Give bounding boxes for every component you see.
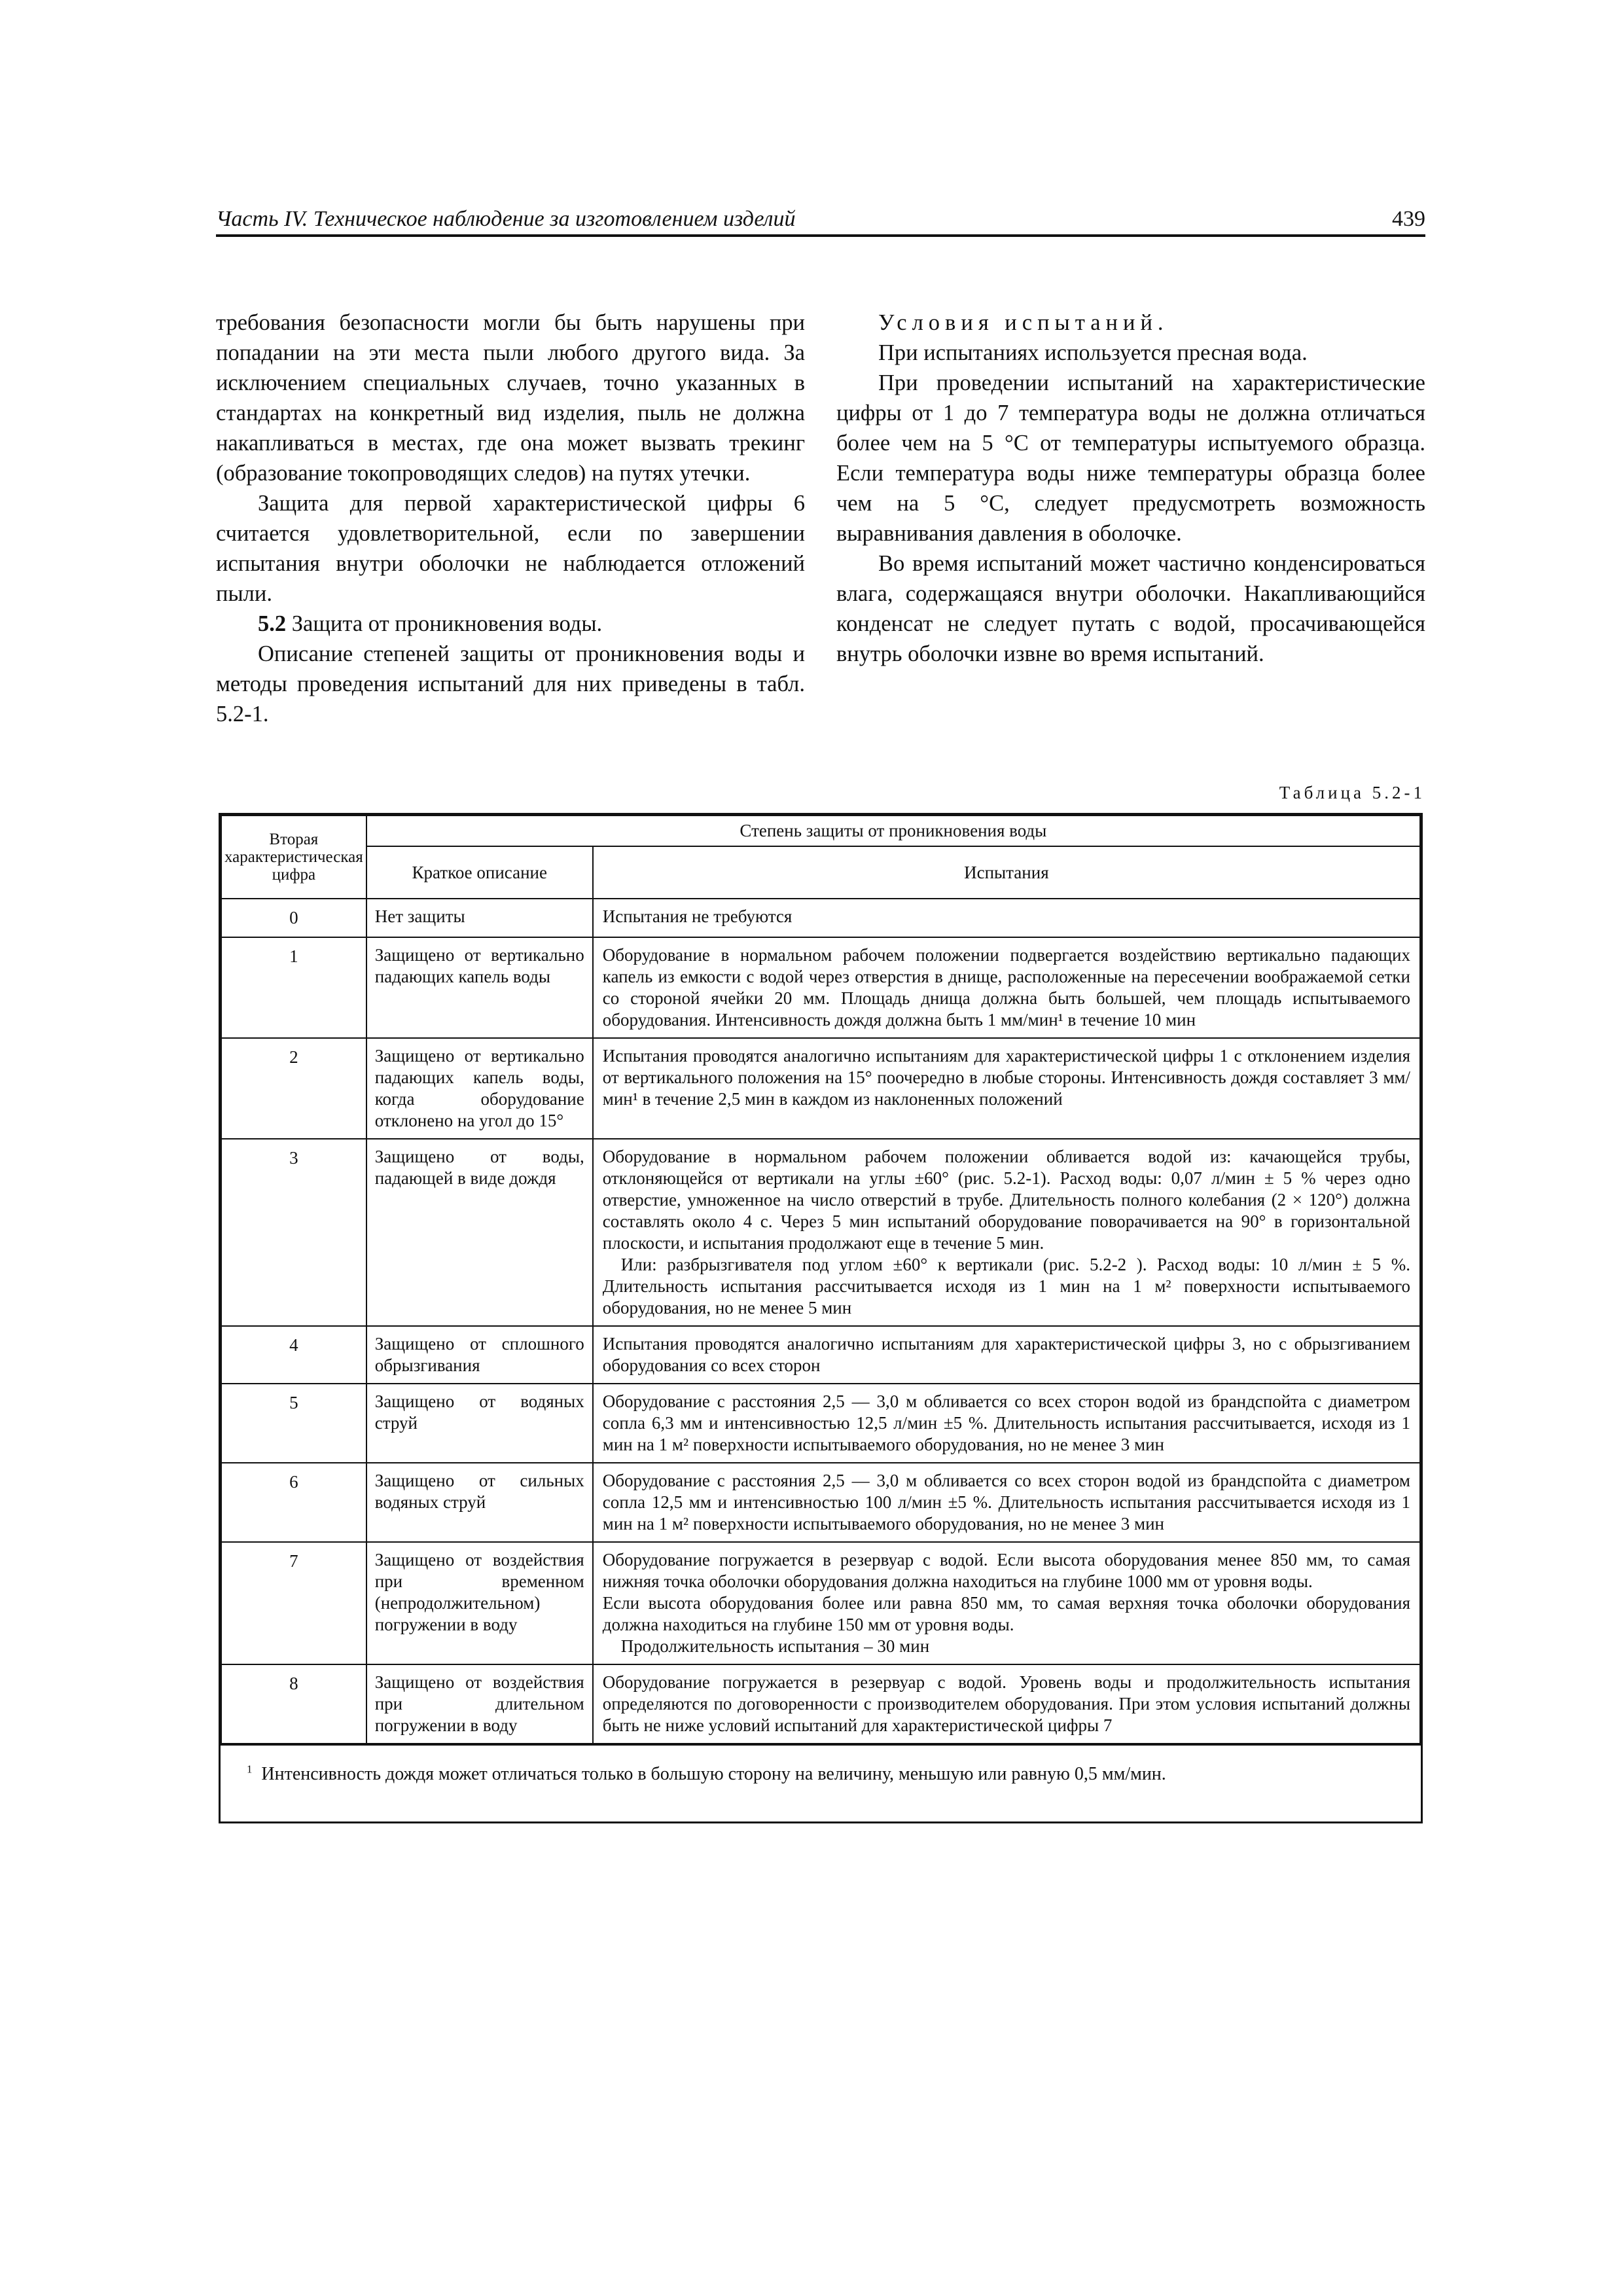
test-cell: Испытания не требуются [593, 899, 1420, 937]
short-cell: Защищено от сильных водяных струй [366, 1463, 593, 1542]
test-text: Оборудование в нормальном рабочем положении обливается водой из: качающейся трубы, отклоняющейся от вертикали на углы ±60° (рис. 5.2-1). Расход воды: 0,07 л/мин ± 5 % через одно отверстие, умноженное на число отверстий в трубе. Длительность полного колебания (2 × 120°) должна составлять около 4 с. Через 5 мин испытаний оборудование поворачивается на 90° в горизонтальной плоскости, и испытания продолжают еще в течение 5 мин. [602, 1147, 1410, 1253]
section-title: Защита от проникновения воды. [286, 611, 603, 636]
table-row [221, 899, 1420, 937]
table-row [221, 1038, 1420, 1139]
short-cell: Защищено от воздействия при длительном погружении в воду [366, 1664, 593, 1744]
table-footnote [221, 1744, 1421, 1821]
paragraph: требования безопасности могли бы быть нарушены при попадании на эти места пыли любого другого вида. За исключением специальных случаев, точно указанных в стандартах на конкретный вид изделия, пыль не должна накапливаться в местах, где она может вызвать трекинг (образование токопроводящих следов) на путях утечки. [216, 310, 805, 486]
test-text: Если высота оборудования более или равна 850 мм, то самая верхняя точка оболочки оборудования должна находиться на глубине 150 мм от уровня воды. [602, 1593, 1410, 1634]
header-group: Степень защиты от проникновения воды [366, 816, 1420, 846]
short-cell: Защищено от вертикально падающих капель воды, когда оборудование отклонено на угол до 15° [366, 1038, 593, 1139]
paragraph: Защита для первой характеристической цифры 6 считается удовлетворительной, если по завершении испытания внутри оболочки не наблюдается отложений пыли. [216, 491, 805, 606]
right-column [836, 308, 1425, 669]
protection-table [219, 813, 1423, 1823]
numeral-cell: 8 [221, 1664, 366, 1744]
table-caption: Таблица 5.2-1 [1279, 783, 1425, 802]
short-cell: Нет защиты [366, 899, 593, 937]
short-cell: Защищено от сплошного обрызгивания [366, 1326, 593, 1384]
test-text: Оборудование погружается в резервуар с водой. Если высота оборудования менее 850 мм, то самая нижняя точка оболочки оборудования должна находиться на глубине 1000 мм от уровня воды. [602, 1550, 1410, 1591]
numeral-cell: 2 [221, 1038, 366, 1139]
paragraph: При испытаниях используется пресная вода. [878, 340, 1308, 365]
table-row [221, 1542, 1420, 1664]
header-short: Краткое описание [366, 846, 593, 899]
table-row [221, 1664, 1420, 1744]
table-row [221, 1463, 1420, 1542]
test-cell: Испытания проводятся аналогично испытаниям для характеристической цифры 3, но с обрызгиванием оборудования со всех сторон [593, 1326, 1420, 1384]
header-tests: Испытания [593, 846, 1420, 899]
short-cell: Защищено от вертикально падающих капель воды [366, 937, 593, 1038]
table-row [221, 1384, 1420, 1463]
numeral-cell: 4 [221, 1326, 366, 1384]
paragraph: Во время испытаний может частично конденсироваться влага, содержащаяся внутри оболочки. Накапливающийся конденсат не следует путать с водой, просачивающейся внутрь оболочки извне во время испытаний. [836, 551, 1425, 666]
short-cell: Защищено от воды, падающей в виде дождя [366, 1139, 593, 1326]
page-number: 439 [1392, 207, 1425, 231]
section-number: 5.2 [258, 611, 287, 636]
numeral-cell: 5 [221, 1384, 366, 1463]
numeral-cell: 3 [221, 1139, 366, 1326]
running-title: Часть IV. Техническое наблюдение за изготовлением изделий [216, 207, 796, 231]
test-cell: Оборудование с расстояния 2,5 — 3,0 м обливается со всех сторон водой из брандспойта с диаметром сопла 6,3 мм и интенсивностью 12,5 л/мин ±5 %. Длительность испытания рассчитывается, исходя из 1 мин на 1 м² поверхности испытываемого оборудования, но не менее 3 мин [593, 1384, 1420, 1463]
numeral-cell: 1 [221, 937, 366, 1038]
test-cell: Испытания проводятся аналогично испытаниям для характеристической цифры 1 с отклонением изделия от вертикального положения на 15° поочередно в любые стороны. Интенсивность дождя составляет 3 мм/мин¹ в течение 2,5 мин в каждом из наклоненных положений [593, 1038, 1420, 1139]
footnote-text: Интенсивность дождя может отличаться только в большую сторону на величину, меньшую или равную 0,5 мм/мин. [261, 1764, 1166, 1784]
header-numeral: Вторая характеристическая цифра [221, 816, 366, 899]
test-text: Или: разбрызгивателя под углом ±60° к вертикали (рис. 5.2-2 ). Расход воды: 10 л/мин ± 5 %. Длительность испытания рассчитывается исходя из 1 мин на 1 м² поверхности испытываемого оборудования, но не менее 5 мин [602, 1255, 1410, 1318]
short-cell: Защищено от воздействия при временном (непродолжительном) погружении в воду [366, 1542, 593, 1664]
test-cell: Оборудование в нормальном рабочем положении подвергается воздействию вертикально падающих капель из емкости с водой через отверстия в днище, расположенные на пересечении воображаемой сетки со стороной ячейки 20 мм. Площадь днища должна быть большей, чем площадь испытываемого оборудования. Интенсивность дождя должна быть 1 мм/мин¹ в течение 10 мин [593, 937, 1420, 1038]
test-cell: Оборудование погружается в резервуар с водой. Уровень воды и продолжительность испытания определяются по договоренности с производителем оборудования. При этом условия испытаний должны быть не ниже условий испытаний для характеристической цифры 7 [593, 1664, 1420, 1744]
numeral-cell: 7 [221, 1542, 366, 1664]
table-row [221, 1326, 1420, 1384]
test-text: Продолжительность испытания – 30 мин [620, 1636, 930, 1656]
test-cell: Оборудование с расстояния 2,5 — 3,0 м обливается со всех сторон водой из брандспойта с диаметром сопла 12,5 мм и интенсивностью 100 л/мин ±5 %. Длительность испытания рассчитывается исходя из 1 мин на 1 м² поверхности испытываемого оборудования, но не менее 3 мин [593, 1463, 1420, 1542]
short-cell: Защищено от водяных струй [366, 1384, 593, 1463]
page-header [216, 202, 1425, 237]
table-row [221, 1139, 1420, 1326]
subheading: Условия испытаний. [878, 310, 1169, 335]
table-row [221, 937, 1420, 1038]
numeral-cell: 0 [221, 899, 366, 937]
paragraph: При проведении испытаний на характеристические цифры от 1 до 7 температура воды не должна отличаться более чем на 5 °С от температуры испытуемого образца. Если температура воды ниже температуры образца более чем на 5 °С, следует предусмотреть возможность выравнивания давления в оболочке. [836, 370, 1425, 546]
footnote-mark: 1 [247, 1763, 253, 1776]
section-heading [216, 609, 805, 639]
left-column [216, 308, 805, 729]
test-cell [593, 1139, 1420, 1326]
paragraph: Описание степеней защиты от проникновения воды и методы проведения испытаний для них приведены в табл. 5.2-1. [216, 641, 805, 726]
test-cell [593, 1542, 1420, 1664]
numeral-cell: 6 [221, 1463, 366, 1542]
